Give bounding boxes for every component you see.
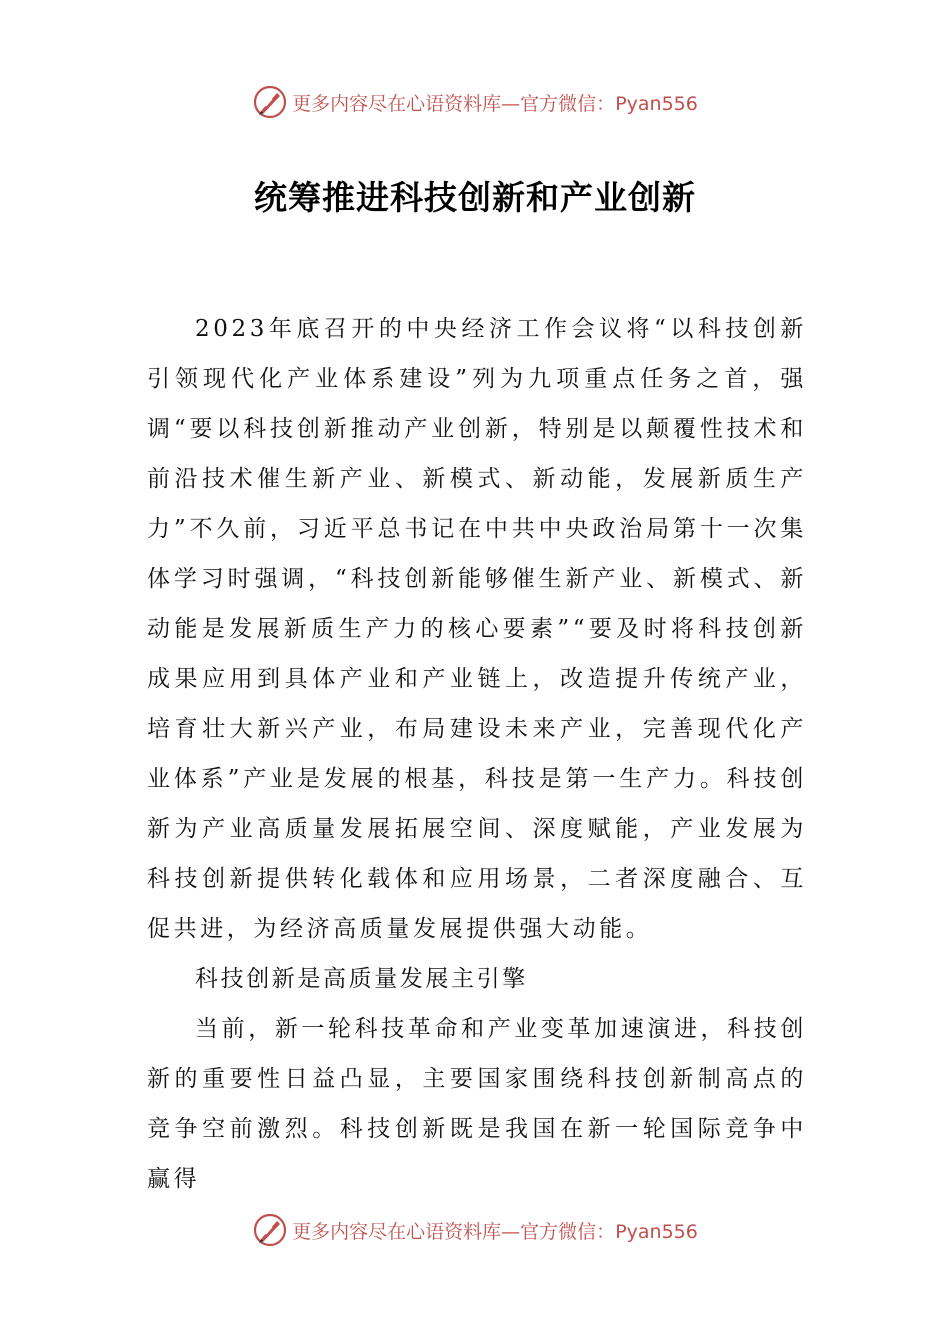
quill-pen-logo-icon: [252, 84, 288, 120]
document-body: [147, 304, 807, 1204]
watermark-dash: —: [501, 1220, 521, 1243]
watermark-main-text: 更多内容尽在心语资料库: [292, 1220, 502, 1243]
document-title: 统筹推进科技创新和产业创新: [254, 178, 696, 217]
watermark-main-text: 更多内容尽在心语资料库: [292, 92, 502, 115]
quill-pen-logo-icon: [252, 1212, 288, 1248]
watermark-wechat-id: Pyan556: [615, 92, 698, 115]
watermark-text: [292, 1217, 698, 1244]
watermark-wechat-id: Pyan556: [615, 1220, 698, 1243]
body-paragraph-1: 2023年底召开的中央经济工作会议将“以科技创新引领现代化产业体系建设”列为九项重点任务之首，强调“要以科技创新推动产业创新，特别是以颠覆性技术和前沿技术催生新产业、新模式、新动能，发展新质生产力”不久前，习近平总书记在中共中央政治局第十一次集体学习时强调，“科技创新能够催生新产业、新模式、新动能是发展新质生产力的核心要素”“要及时将科技创新成果应用到具体产业和产业链上，改造提升传统产业，培育壮大新兴产业，布局建设未来产业，完善现代化产业体系”产业是发展的根基，科技是第一生产力。科技创新为产业高质量发展拓展空间、深度赋能，产业发展为科技创新提供转化载体和应用场景，二者深度融合、互促共进，为经济高质量发展提供强大动能。: [147, 316, 807, 942]
body-paragraph-2: 当前，新一轮科技革命和产业变革加速演进，科技创新的重要性日益凸显，主要国家围绕科技创新制高点的竞争空前激烈。科技创新既是我国在新一轮国际竞争中赢得: [147, 1016, 807, 1192]
watermark-text: [292, 89, 698, 116]
watermark-dash: —: [501, 92, 521, 115]
section-heading: 科技创新是高质量发展主引擎: [195, 966, 528, 992]
watermark-suffix: 官方微信：: [520, 1220, 616, 1243]
watermark-footer: [0, 1210, 950, 1250]
watermark-header: [0, 82, 950, 122]
watermark-suffix: 官方微信：: [520, 92, 616, 115]
